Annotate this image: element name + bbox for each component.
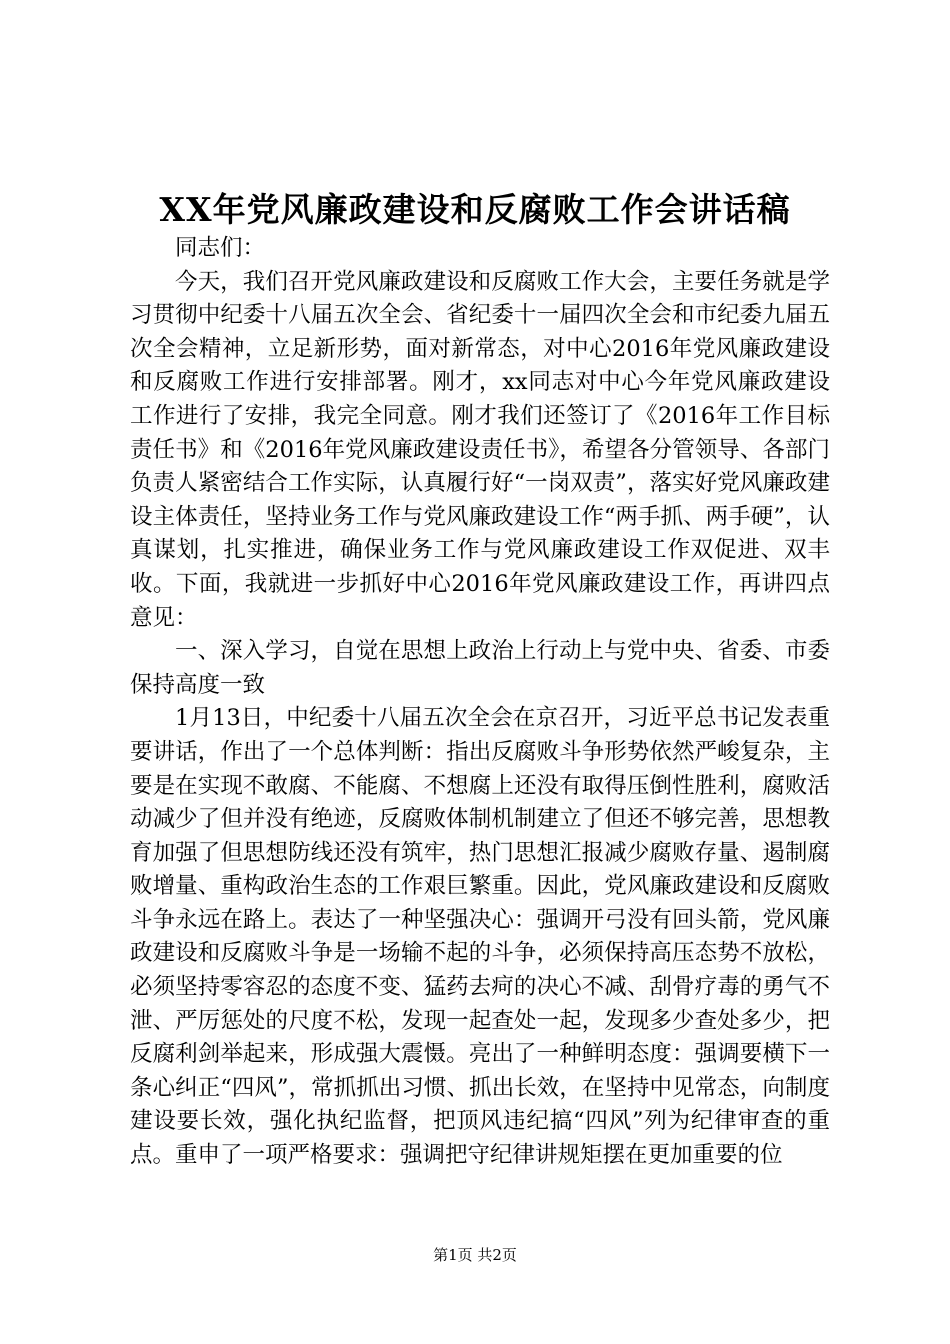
- section-heading-1: 一、深入学习，自觉在思想上政治上行动上与党中央、省委、市委保持高度一致: [130, 638, 830, 698]
- page-title: XX年党风廉政建设和反腐败工作会讲话稿: [159, 190, 791, 229]
- page-number-footer: 第1页 共2页: [433, 1246, 517, 1264]
- document-body: [130, 232, 830, 1173]
- opening-paragraph: 今天，我们召开党风廉政建设和反腐败工作大会，主要任务就是学习贯彻中纪委十八届五次全会、省纪委十一届四次全会和市纪委九届五次全会精神，立足新形势，面对新常态，对中心2016年党风廉政建设和反腐败工作进行安排部署。刚才，xx同志对中心今年党风廉政建设工作进行了安排，我完全同意。刚才我们还签订了《2016年工作目标责任书》和《2016年党风廉政建设责任书》，希望各分管领导、各部门负责人紧密结合工作实际，认真履行好“一岗双责”，落实好党风廉政建设主体责任，坚持业务工作与党风廉政建设工作“两手抓、两手硬”，认真谋划，扎实推进，确保业务工作与党风廉政建设工作双促进、双丰收。下面，我就进一步抓好中心2016年党风廉政建设工作，再讲四点意见：: [130, 268, 830, 631]
- section-1-paragraph: 1月13日，中纪委十八届五次全会在京召开，习近平总书记发表重要讲话，作出了一个总体判断：指出反腐败斗争形势依然严峻复杂，主要是在实现不敢腐、不能腐、不想腐上还没有取得压倒性胜利，腐败活动减少了但并没有绝迹，反腐败体制机制建立了但还不够完善，思想教育加强了但思想防线还没有筑牢，热门思想汇报减少腐败存量、遏制腐败增量、重构政治生态的工作艰巨繁重。因此，党风廉政建设和反腐败斗争永远在路上。表达了一种坚强决心：强调开弓没有回头箭，党风廉政建设和反腐败斗争是一场输不起的斗争，必须保持高压态势不放松，必须坚持零容忍的态度不变、猛药去疴的决心不减、刮骨疗毒的勇气不泄、严厉惩处的尺度不松，发现一起查处一起，发现多少查处多少，把反腐利剑举起来，形成强大震慑。亮出了一种鲜明态度：强调要横下一条心纠正“四风”，常抓抓出习惯、抓出长效，在坚持中见常态，向制度建设要长效，强化执纪监督，把顶风违纪搞“四风”列为纪律审查的重点。重申了一项严格要求：强调把守纪律讲规矩摆在更加重要的位: [130, 705, 830, 1169]
- salutation-paragraph: 同志们：: [175, 235, 266, 261]
